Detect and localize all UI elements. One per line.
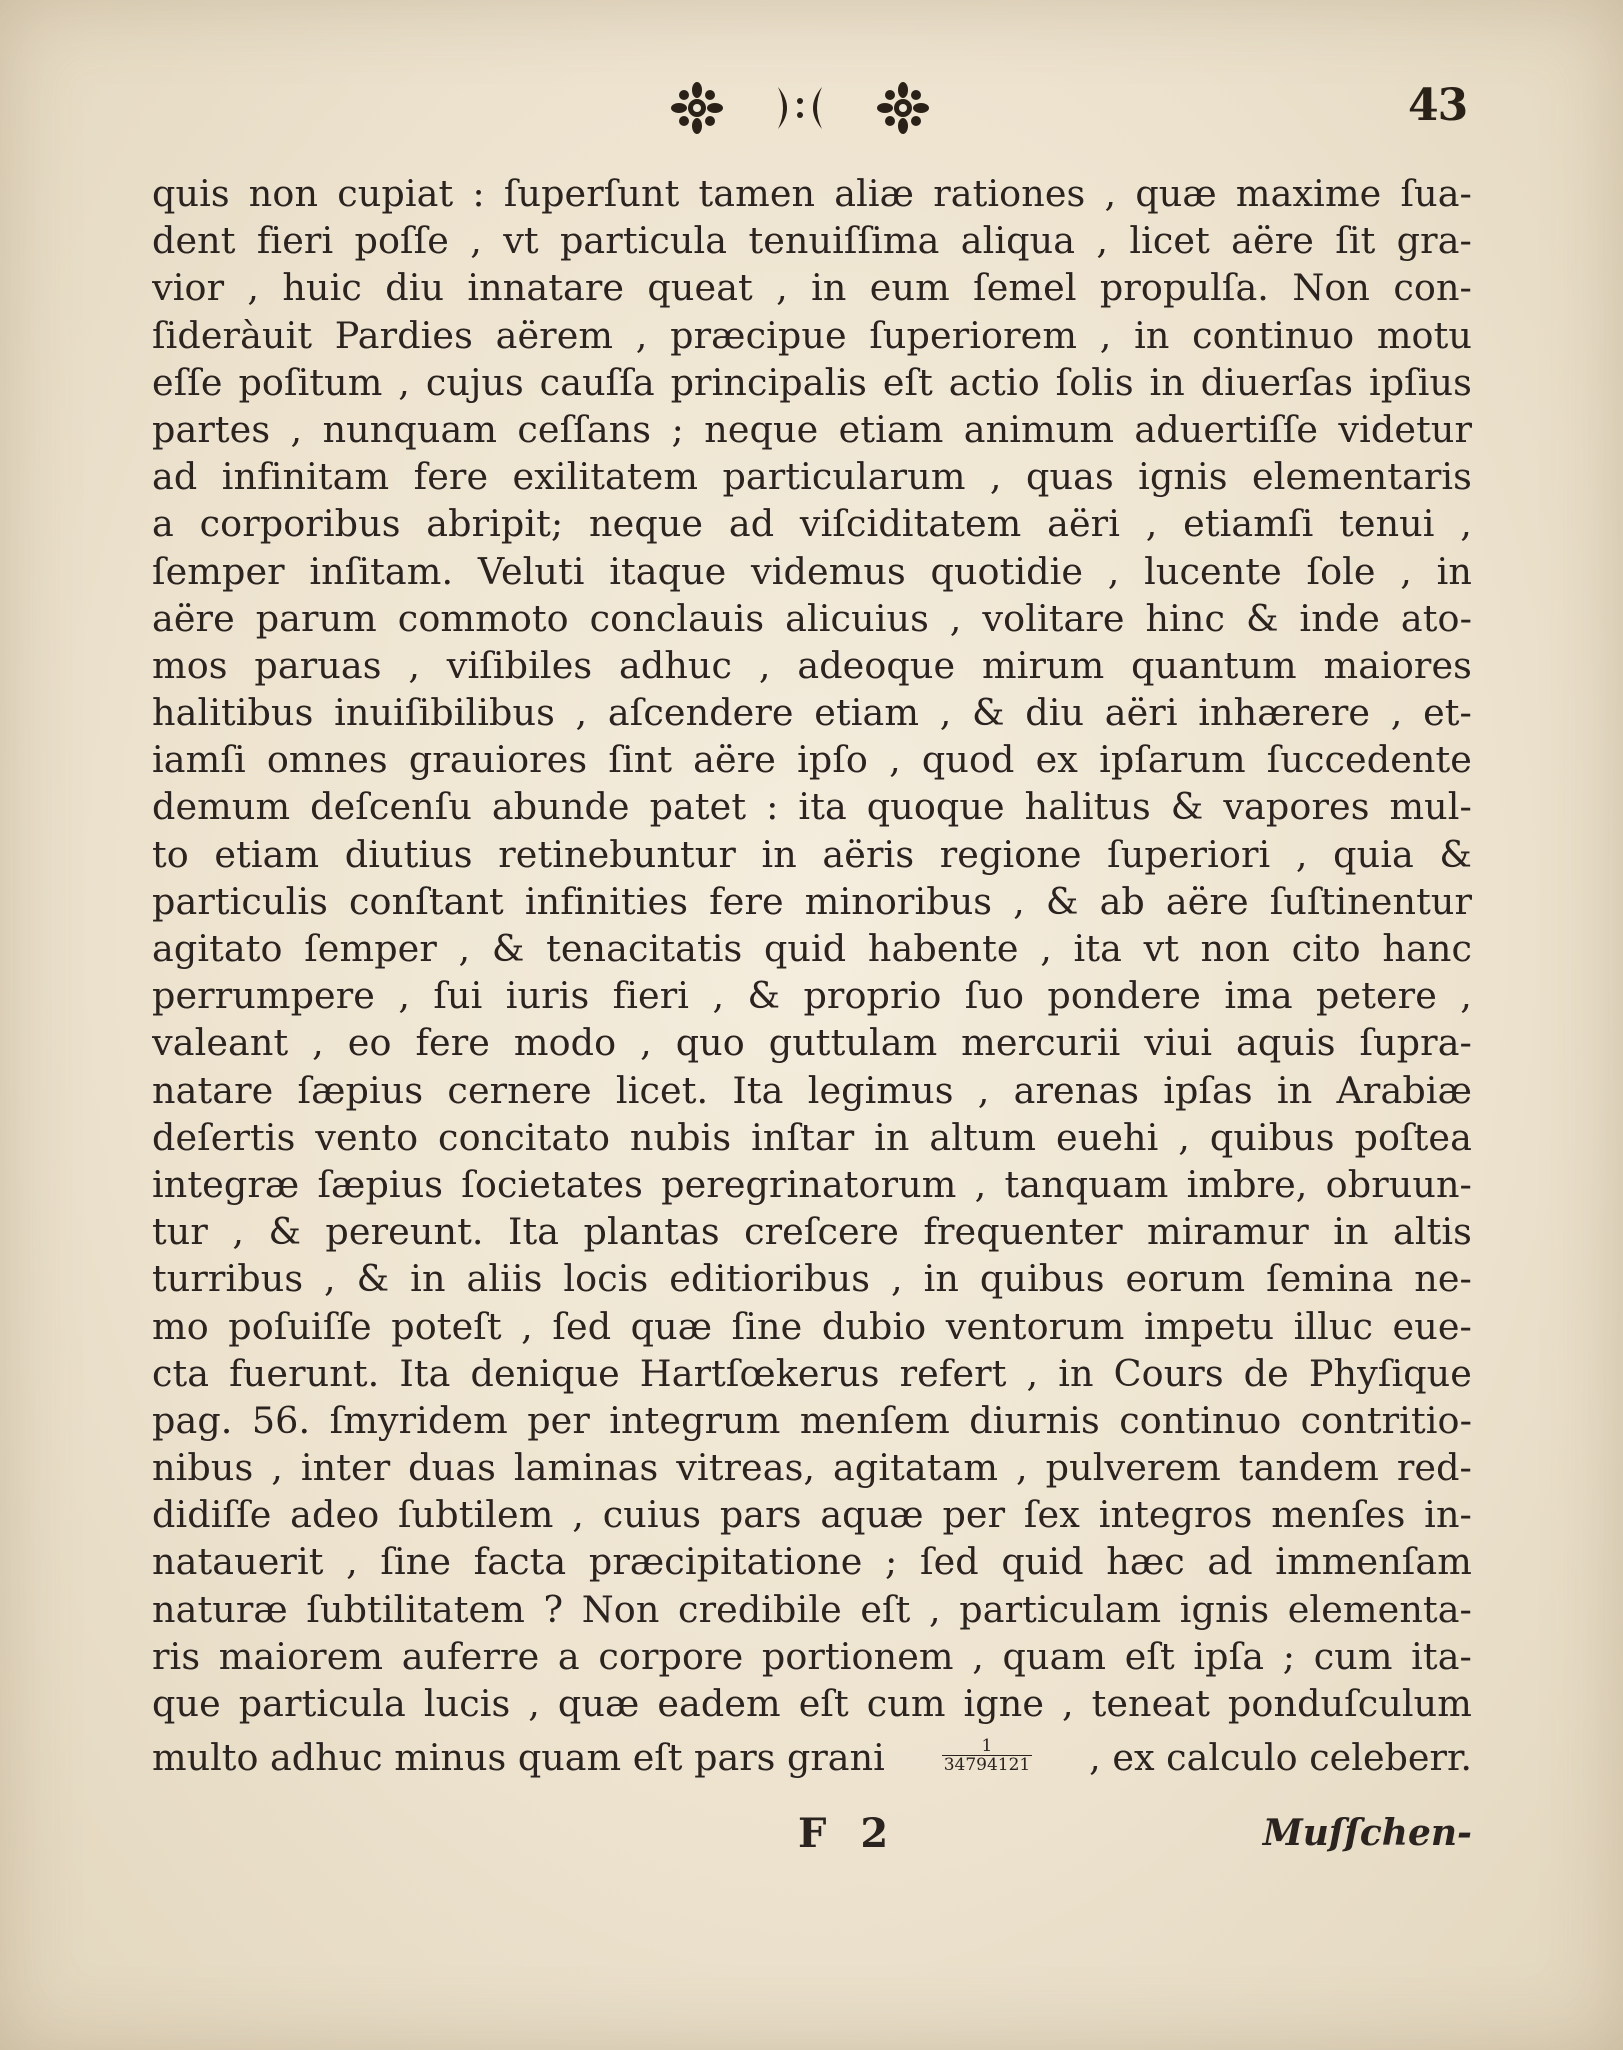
text-line: to etiam diutius retinebuntur in aëris regione ſuperiori , quia & xyxy=(152,832,1472,876)
catchword: Muſſchen- xyxy=(1262,1812,1472,1854)
text-line: mos paruas , viſibiles adhuc , adeoque mirum quantum maiores xyxy=(152,643,1472,687)
text-line: demum deſcenſu abunde patet : ita quoque halitus & vapores mul- xyxy=(152,785,1472,829)
text-line: que particula lucis , quæ eadem eſt cum igne , teneat ponduſculum xyxy=(152,1682,1472,1725)
text-line: ſideràuit Pardies aërem , præcipue ſuperiorem , in continuo motu xyxy=(152,313,1472,357)
double-crescent-icon xyxy=(770,81,830,135)
text-line: valeant , eo fere modo , quo guttulam mercurii viui aquis ſupra- xyxy=(152,1021,1472,1065)
text-line: natauerit , ſine facta præcipitatione ; ſed quid hæc ad immenſam xyxy=(152,1540,1472,1584)
text-line: deſertis vento concitato nubis inſtar in altum euehi , quibus poſtea xyxy=(152,1115,1472,1159)
text-line: turribus , & in aliis locis editioribus , in quibus eorum ſemina ne- xyxy=(152,1257,1472,1301)
text-line: pag. 56. ſmyridem per integrum menſem diurnis continuo contritio- xyxy=(152,1398,1472,1442)
signature-mark: F 2 xyxy=(798,1810,899,1857)
fraction-numerator: 1 xyxy=(942,1737,1033,1756)
text-line: halitibus inuiſibilibus , aſcendere etiam , & diu aëri inhærere , et- xyxy=(152,691,1472,735)
text-line: ſemper inſitam. Veluti itaque videmus quotidie , lucente ſole , in xyxy=(152,549,1472,593)
page-number: 43 xyxy=(1408,80,1468,131)
text-line: particulis conſtant infinities fere minoribus , & ab aëre ſuſtinentur xyxy=(152,879,1472,923)
text-line: naturæ ſubtilitatem ? Non credibile eſt , particulam ignis elementa- xyxy=(152,1587,1472,1631)
text-line: didiſſe adeo ſubtilem , cuius pars aquæ per ſex integros menſes in- xyxy=(152,1493,1472,1537)
text-line: cta fuerunt. Ita denique Hartſœkerus refert , in Cours de Phyſique xyxy=(152,1351,1472,1395)
page-footer xyxy=(152,1810,1472,1870)
text-line: integræ ſæpius ſocietates peregrinatorum , tanquam imbre, obruun- xyxy=(152,1162,1472,1206)
text-line: tur , & pereunt. Ita plantas creſcere frequenter miramur in altis xyxy=(152,1210,1472,1254)
page-header xyxy=(0,78,1623,138)
text-line: agitato ſemper , & tenacitatis quid habente , ita vt non cito hanc xyxy=(152,927,1472,970)
text-line: iamſi omnes grauiores ſint aëre ipſo , quod ex ipſarum ſuccedente xyxy=(152,738,1472,782)
text-line: dent fieri poſſe , vt particula tenuiſſima aliqua , licet aëre ſit gra- xyxy=(152,219,1472,263)
text-line: ris maiorem auferre a corpore portionem , quam eſt ipſa ; cum ita- xyxy=(152,1634,1472,1678)
text-line: partes , nunquam ceſſans ; neque etiam animum aduertiſſe videtur xyxy=(152,407,1472,451)
body-text xyxy=(152,170,1472,1787)
text-line: aëre parum commoto conclauis alicuius , volitare hinc & inde ato- xyxy=(152,596,1472,640)
header-ornament xyxy=(670,78,930,138)
fraction-denominator: 34794121 xyxy=(943,1754,1031,1775)
text-line: perrumpere , ſui iuris fieri , & proprio ſuo pondere ima petere , xyxy=(152,974,1472,1018)
floral-rosette-icon xyxy=(876,81,930,135)
text-fragment: multo adhuc minus quam eſt pars grani xyxy=(152,1735,885,1779)
text-line: a corporibus abripit; neque ad viſciditatem aëri , etiamſi tenui , xyxy=(152,502,1472,546)
text-line-with-fraction xyxy=(152,1727,1472,1787)
text-line: eſſe poſitum , cujus cauſſa principalis eſt actio ſolis in diuerſas ipſius xyxy=(152,360,1472,404)
text-fragment: , ex calculo celeberr. xyxy=(1089,1735,1472,1779)
text-line: quis non cupiat : ſuperſunt tamen aliæ rationes , quæ maxime ſua- xyxy=(152,172,1472,215)
text-line: mo poſuiſſe poteſt , ſed quæ ſine dubio ventorum impetu illuc eue- xyxy=(152,1304,1472,1348)
text-line: vior , huic diu innatare queat , in eum ſemel propulſa. Non con- xyxy=(152,266,1472,310)
text-line: ad infinitam fere exilitatem particularum , quas ignis elementaris xyxy=(152,455,1472,499)
fraction xyxy=(942,1737,1033,1774)
floral-rosette-icon xyxy=(670,81,724,135)
text-line: natare ſæpius cernere licet. Ita legimus , arenas ipſas in Arabiæ xyxy=(152,1068,1472,1112)
text-line: nibus , inter duas laminas vitreas, agitatam , pulverem tandem red- xyxy=(152,1446,1472,1490)
